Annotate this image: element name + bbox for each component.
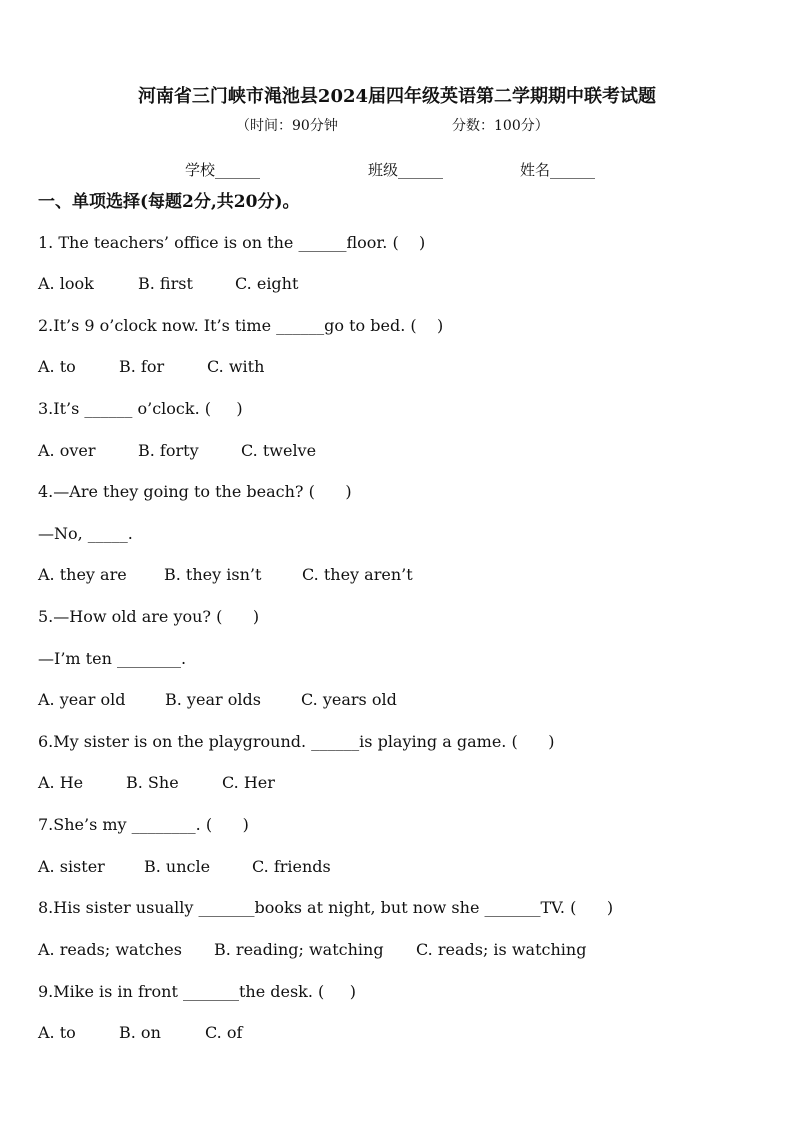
question-5-option-a[interactable]: A. year old: [38, 690, 126, 709]
question-1-option-c[interactable]: C. eight: [235, 274, 299, 293]
question-4-option-b[interactable]: B. they isn’t: [164, 565, 262, 584]
question-5-answer-line: —I’m ten ________.: [38, 649, 187, 668]
question-3-stem: 3.It’s ______ o’clock. ( ): [38, 399, 243, 418]
question-5-stem: 5.—How old are you? ( ): [38, 607, 260, 626]
question-7-option-b[interactable]: B. uncle: [144, 857, 211, 876]
question-9-option-b[interactable]: B. on: [119, 1023, 161, 1042]
question-2-option-a[interactable]: A. to: [38, 357, 76, 376]
question-1-option-b[interactable]: B. first: [138, 274, 193, 293]
question-9-stem: 9.Mike is in front _______the desk. ( ): [38, 982, 356, 1001]
question-6-option-c[interactable]: C. Her: [222, 773, 275, 792]
exam-time: （时间：90分钟: [236, 118, 338, 134]
exam-score: 分数：100分）: [452, 118, 549, 134]
name-field[interactable]: 姓名______: [520, 161, 596, 179]
question-1-stem: 1. The teachers’ office is on the ______floor. ( ): [38, 233, 426, 252]
question-8-stem: 8.His sister usually _______books at night, but now she _______TV. ( ): [38, 898, 614, 917]
question-9-option-c[interactable]: C. of: [205, 1023, 243, 1042]
question-5-option-c[interactable]: C. years old: [301, 690, 397, 709]
question-2-option-b[interactable]: B. for: [119, 357, 165, 376]
question-4-answer-line: —No, _____.: [38, 524, 133, 543]
question-3-option-a[interactable]: A. over: [38, 441, 96, 460]
question-7-option-c[interactable]: C. friends: [252, 857, 331, 876]
question-8-option-a[interactable]: A. reads; watches: [38, 940, 182, 959]
question-4-stem: 4.—Are they going to the beach? ( ): [38, 482, 352, 501]
question-2-option-c[interactable]: C. with: [207, 357, 265, 376]
question-7-option-a[interactable]: A. sister: [38, 857, 105, 876]
school-field[interactable]: 学校______: [185, 161, 261, 179]
question-8-option-b[interactable]: B. reading; watching: [214, 940, 384, 959]
question-2-stem: 2.It’s 9 o’clock now. It’s time ______go to bed. ( ): [38, 316, 444, 335]
question-4-option-a[interactable]: A. they are: [38, 565, 127, 584]
question-6-option-a[interactable]: A. He: [38, 773, 84, 792]
question-3-option-c[interactable]: C. twelve: [241, 441, 317, 460]
question-8-option-c[interactable]: C. reads; is watching: [416, 940, 587, 959]
class-field[interactable]: 班级______: [368, 161, 444, 179]
question-6-option-b[interactable]: B. She: [126, 773, 179, 792]
exam-title: 河南省三门峡市渑池县2024届四年级英语第二学期期中联考试题: [137, 86, 657, 107]
question-1-option-a[interactable]: A. look: [38, 274, 94, 293]
question-9-option-a[interactable]: A. to: [38, 1023, 76, 1042]
question-7-stem: 7.She’s my ________. ( ): [38, 815, 249, 834]
question-5-option-b[interactable]: B. year olds: [165, 690, 261, 709]
question-3-option-b[interactable]: B. forty: [138, 441, 199, 460]
question-6-stem: 6.My sister is on the playground. ______is playing a game. ( ): [38, 732, 555, 751]
question-4-option-c[interactable]: C. they aren’t: [302, 565, 413, 584]
section-title: 一、单项选择(每题2分,共20分)。: [38, 192, 300, 212]
